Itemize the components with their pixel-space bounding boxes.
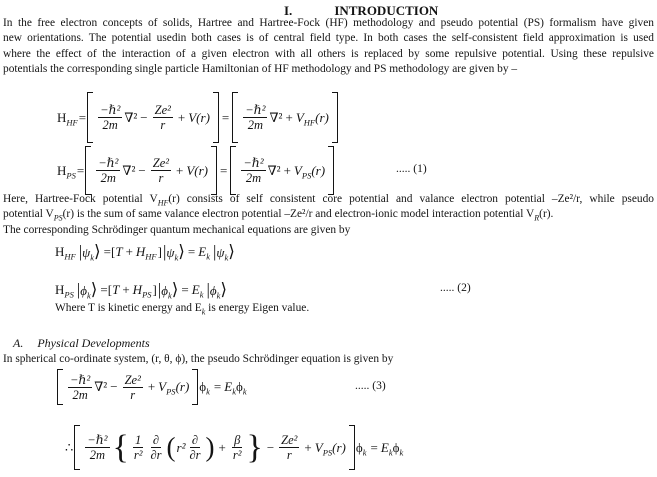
ket-bar: |	[157, 280, 162, 299]
paragraph-line-2: new orientations. The potential usedin both cases is of central field type. In both cases the self-consistent field approximation is used	[3, 32, 654, 45]
eq-token: +	[122, 282, 130, 297]
fraction	[98, 103, 122, 132]
eq-term	[158, 379, 189, 395]
eq-subscript: HF	[64, 251, 76, 262]
fraction	[231, 433, 244, 462]
denominator: 2m	[100, 171, 116, 185]
left-square-bracket	[85, 146, 91, 195]
eq-subscript: k	[399, 447, 404, 458]
eq-token: +	[285, 109, 293, 125]
eq-token: (r)	[311, 162, 326, 178]
eq-term	[393, 440, 404, 456]
eq-token: ϕ	[161, 283, 168, 298]
eq-token: ∇²	[94, 379, 108, 394]
numerator: ∂	[152, 433, 160, 447]
eq-subscript: k	[174, 252, 179, 263]
eq-token: +	[304, 439, 312, 455]
eq-token: H	[57, 162, 67, 178]
right-square-bracket	[211, 146, 217, 195]
eq-token: =	[220, 162, 228, 178]
eq-token: ∇²	[124, 109, 138, 125]
eq-token: −	[138, 162, 146, 178]
fraction	[123, 373, 143, 402]
eq-lhs	[55, 282, 74, 298]
left-square-bracket	[230, 146, 236, 195]
eq-token: V	[295, 109, 304, 125]
left-square-bracket	[232, 92, 238, 143]
equation-pseudo-schrodinger	[57, 369, 247, 405]
denominator: r	[160, 118, 166, 132]
paragraph-line-1: In the free electron concepts of solids, Hartree and Hartree-Fock (HF) methodology and pseudo potential (PS) formalism have given	[3, 17, 654, 29]
eq-token: =	[103, 244, 111, 259]
eq-subscript: PS	[64, 289, 74, 300]
fraction	[279, 433, 299, 462]
ket-phi	[207, 281, 228, 299]
fraction	[148, 433, 163, 462]
left-paren: (	[166, 432, 176, 462]
eq-subscript: PS	[142, 289, 152, 300]
left-square-bracket	[87, 92, 93, 143]
eq-token: ∇²	[122, 162, 136, 178]
fraction	[132, 433, 145, 462]
eq-token: =	[181, 282, 189, 297]
eq-term	[381, 440, 393, 456]
eq-token: ϕ	[80, 283, 87, 298]
eq-token: +	[177, 109, 186, 125]
eq-lhs	[57, 163, 76, 179]
eq-token: ϕ	[235, 379, 243, 394]
paragraph-line: potential $V_{PS}(r)$ is the sum of same valance electron potential –Ze²/r and electron-ionic model interaction potential $V_R(r)$.	[3, 208, 554, 223]
fraction	[153, 103, 173, 132]
eq-subscript: k	[199, 289, 204, 300]
eq-token: V	[158, 379, 167, 394]
potentials-paragraph	[3, 192, 654, 238]
eq-lhs	[55, 244, 76, 260]
ket-psi	[79, 243, 101, 261]
eq-token: E	[191, 282, 200, 297]
eq-token: r²	[176, 439, 186, 455]
ket-psi	[163, 243, 185, 261]
right-square-bracket	[349, 425, 355, 470]
spherical-paragraph: In spherical co-ordinate system, (r, θ, ϕ), the pseudo Schrödinger equation is given by	[3, 353, 394, 365]
denominator: r	[158, 171, 164, 185]
eq-token: +	[176, 162, 184, 178]
eq-term	[198, 244, 210, 260]
eq-token: H	[57, 109, 67, 125]
right-square-bracket	[192, 369, 198, 405]
eq-term	[356, 440, 367, 456]
denominator: ∂r	[189, 448, 201, 462]
eq-subscript: k	[206, 386, 210, 397]
numerator: −ℏ²	[98, 156, 119, 170]
equation-hf-schrodinger	[55, 239, 238, 265]
equation-ps-hamiltonian	[57, 146, 334, 195]
eq-token: (r)	[175, 379, 190, 394]
denominator: 2m	[72, 387, 88, 402]
eq-token: =	[76, 162, 85, 178]
denominator: 2m	[102, 118, 118, 132]
eq-term	[192, 282, 204, 298]
numerator: β	[234, 433, 241, 447]
eq-term	[199, 379, 210, 395]
eq-subscript: k	[232, 386, 236, 397]
ket-close: ⟩	[171, 280, 179, 299]
therefore-symbol: ∴	[65, 439, 74, 455]
numerator: Ze²	[124, 372, 141, 387]
eq-subscript: HF	[145, 251, 157, 262]
eq-token: ϕ	[392, 439, 400, 455]
equation-number-2: ..... (2)	[440, 282, 471, 294]
eq-lhs	[57, 110, 78, 126]
ket-bar: |	[76, 280, 81, 299]
ket-phi	[77, 281, 98, 299]
eq-subscript: PS	[166, 386, 176, 397]
fraction	[241, 156, 265, 185]
eq-token: =	[100, 282, 108, 297]
numerator: 1	[135, 433, 142, 447]
eq-token: T	[115, 244, 123, 259]
intro-paragraph	[3, 16, 654, 78]
eq-token: E	[198, 244, 207, 259]
denominator: r²	[133, 448, 143, 462]
paragraph-line-3: where the effect of the interaction of a given electron with all others is replaced by some repulsive potential. Using these repulsive	[3, 47, 654, 60]
ket-close: ⟩	[90, 280, 98, 299]
eq-subscript: k	[216, 290, 221, 301]
eq-token: (r)	[332, 439, 346, 455]
eq-term	[296, 110, 329, 126]
eq-token: −	[140, 109, 148, 125]
subsection-numeral: A.	[13, 336, 24, 350]
eq-token: −	[110, 379, 118, 394]
eq-subscript: PS	[66, 170, 76, 181]
ket-bar: |	[206, 280, 210, 299]
eq-token: +	[125, 244, 133, 259]
denominator: 2m	[247, 118, 263, 132]
eq-token: (r)	[315, 109, 329, 125]
fraction	[243, 103, 267, 132]
eq-term	[315, 440, 346, 456]
left-square-bracket	[74, 425, 80, 470]
eq-token: ]	[157, 244, 162, 259]
eq-subscript: k	[362, 447, 367, 458]
eq-token: H	[55, 282, 65, 297]
eq-token: V(r)	[188, 109, 210, 125]
denominator: 2m	[89, 448, 106, 462]
subsection-title-text: Physical Developments	[37, 336, 150, 350]
denominator: r²	[232, 448, 242, 462]
eq-token: +	[218, 439, 226, 455]
numerator: Ze²	[154, 103, 171, 117]
ket-bar: |	[162, 242, 167, 261]
eq-token: ϕ	[209, 283, 217, 298]
numerator: Ze²	[152, 156, 169, 170]
eq-term	[224, 379, 236, 395]
numerator: −ℏ²	[87, 433, 108, 447]
eq-token: ϕ	[355, 439, 363, 455]
eq-token: ∇²	[269, 109, 283, 125]
paragraph-line: Here, Hartree-Fock potential $V_{HF}(r)$ consists of self consistent core potential and valance electron potential –Ze²/r, while pseudo	[3, 193, 654, 208]
denominator: 2m	[245, 171, 262, 185]
eq-token: =	[78, 109, 87, 125]
right-square-bracket	[332, 92, 338, 143]
equation-number-1: ..... (1)	[396, 163, 427, 175]
where-clause: Where T is kinetic energy and $E_k$ is energy Eigen value.	[55, 302, 310, 317]
eq-token: V(r)	[186, 162, 209, 178]
numerator: −ℏ²	[100, 103, 121, 117]
section-title-text: INTRODUCTION	[334, 3, 439, 18]
section-numeral: I.	[284, 3, 293, 18]
paragraph-line-4: potentials the corresponding single particle Hamiltonian of HF methodology and PS methodology are given by –	[3, 63, 518, 76]
eq-subscript: k	[242, 386, 247, 397]
equation-number-3: ..... (3)	[355, 380, 386, 392]
eq-token: −	[266, 439, 275, 455]
eq-token: H	[132, 282, 143, 297]
ket-close: ⟩	[220, 280, 228, 299]
eq-subscript: HF	[66, 117, 78, 128]
right-paren: )	[205, 432, 215, 462]
eq-subscript: k	[168, 290, 172, 301]
eq-token: ψ	[82, 245, 91, 260]
ket-close: ⟩	[94, 242, 101, 261]
eq-subscript: k	[206, 251, 210, 262]
eq-token: H	[55, 244, 65, 259]
eq-token: T	[112, 282, 120, 297]
fraction	[151, 156, 171, 185]
numerator: ∂	[191, 433, 199, 447]
eq-term	[236, 379, 247, 395]
eq-token: V	[314, 439, 323, 455]
eq-token: [	[110, 244, 116, 259]
eq-token: +	[283, 162, 291, 178]
eq-token: =	[187, 244, 196, 259]
eq-token: =	[221, 109, 230, 125]
equation-ps-schrodinger	[55, 277, 230, 303]
eq-token: +	[147, 379, 156, 394]
numerator: Ze²	[281, 433, 298, 447]
paragraph-line: The corresponding Schrödinger quantum mechanical equations are given by	[3, 223, 351, 236]
eq-token: =	[213, 379, 222, 394]
eq-token: ψ	[216, 245, 225, 260]
eq-token: ]	[152, 282, 157, 297]
eq-token: ϕ	[199, 379, 207, 394]
right-square-bracket	[213, 92, 219, 143]
denominator: r	[130, 387, 136, 402]
eq-token: ψ	[166, 245, 175, 260]
denominator: r	[286, 448, 292, 462]
fraction	[187, 433, 202, 462]
eq-term	[294, 163, 325, 179]
eq-subscript: PS	[322, 447, 333, 458]
left-square-bracket	[57, 369, 63, 405]
denominator: ∂r	[150, 448, 162, 462]
eq-token: [	[107, 282, 113, 297]
eq-term	[136, 244, 157, 260]
equation-radial-schrodinger	[64, 425, 403, 470]
ket-close: ⟩	[228, 242, 235, 261]
ket-bar: |	[212, 242, 217, 261]
numerator: −ℏ²	[245, 103, 266, 117]
left-brace: {	[112, 428, 129, 466]
ket-psi	[213, 243, 235, 261]
fraction	[96, 156, 120, 185]
right-brace: }	[246, 428, 263, 466]
numerator: −ℏ²	[243, 156, 264, 170]
eq-subscript: PS	[301, 170, 312, 181]
numerator: −ℏ²	[70, 372, 91, 387]
equation-hf-hamiltonian	[57, 92, 338, 143]
eq-term	[133, 282, 152, 298]
eq-subscript: k	[86, 290, 91, 301]
eq-token: V	[293, 162, 302, 178]
eq-token: H	[135, 244, 146, 259]
ket-bar: |	[78, 242, 83, 261]
eq-subscript: k	[90, 252, 94, 263]
eq-token: E	[224, 379, 233, 394]
eq-token: E	[380, 439, 389, 455]
eq-token: ∇²	[267, 162, 281, 178]
eq-subscript: k	[388, 447, 393, 458]
fraction	[85, 433, 109, 462]
subsection-heading	[13, 336, 150, 351]
right-square-bracket	[328, 146, 334, 195]
eq-token: =	[370, 439, 378, 455]
eq-subscript: k	[224, 252, 229, 263]
ket-phi	[158, 281, 179, 299]
fraction	[68, 373, 92, 402]
eq-subscript: HF	[303, 117, 316, 128]
ket-close: ⟩	[178, 242, 185, 261]
